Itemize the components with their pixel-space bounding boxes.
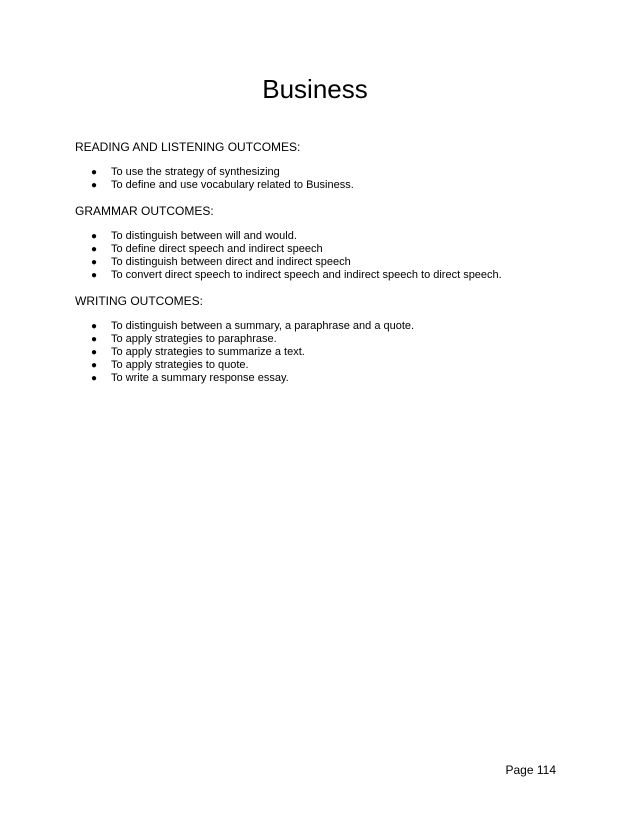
list-item	[75, 166, 575, 179]
section-heading: READING AND LISTENING OUTCOMES:	[75, 140, 301, 154]
list-item	[75, 359, 575, 372]
outcome-list	[75, 320, 575, 385]
grammar-outcomes-section	[75, 204, 575, 282]
bullet-icon: ●	[91, 360, 98, 371]
bullet-icon: ●	[91, 257, 98, 268]
list-item	[75, 333, 575, 346]
list-item	[75, 230, 575, 243]
list-item	[75, 346, 575, 359]
bullet-icon: ●	[91, 180, 98, 191]
list-item-text: To write a summary response essay.	[111, 372, 289, 384]
bullet-icon: ●	[91, 167, 98, 178]
writing-outcomes-section	[75, 294, 575, 385]
list-item-text: To apply strategies to summarize a text.	[111, 346, 305, 358]
list-item	[75, 243, 575, 256]
list-item	[75, 320, 575, 333]
bullet-icon: ●	[91, 270, 98, 281]
list-item-text: To convert direct speech to indirect speech and indirect speech to direct speech.	[111, 269, 502, 281]
bullet-icon: ●	[91, 373, 98, 384]
section-heading: GRAMMAR OUTCOMES:	[75, 204, 214, 218]
list-item-text: To use the strategy of synthesizing	[111, 166, 280, 178]
bullet-icon: ●	[91, 244, 98, 255]
list-item	[75, 256, 575, 269]
reading-listening-outcomes-section	[75, 140, 575, 192]
list-item-text: To apply strategies to paraphrase.	[111, 333, 277, 345]
outcome-list	[75, 166, 575, 192]
page-number: Page 114	[505, 763, 556, 777]
list-item-text: To distinguish between direct and indirect speech	[111, 256, 351, 268]
list-item	[75, 372, 575, 385]
list-item-text: To distinguish between will and would.	[111, 230, 297, 242]
page-title: Business	[262, 74, 368, 104]
bullet-icon: ●	[91, 231, 98, 242]
list-item	[75, 269, 575, 282]
outcome-list	[75, 230, 575, 282]
bullet-icon: ●	[91, 347, 98, 358]
list-item-text: To define and use vocabulary related to Business.	[111, 179, 354, 191]
list-item	[75, 179, 575, 192]
section-heading: WRITING OUTCOMES:	[75, 294, 203, 308]
bullet-icon: ●	[91, 321, 98, 332]
bullet-icon: ●	[91, 334, 98, 345]
list-item-text: To distinguish between a summary, a paraphrase and a quote.	[111, 320, 415, 332]
list-item-text: To define direct speech and indirect speech	[111, 243, 323, 255]
list-item-text: To apply strategies to quote.	[111, 359, 249, 371]
